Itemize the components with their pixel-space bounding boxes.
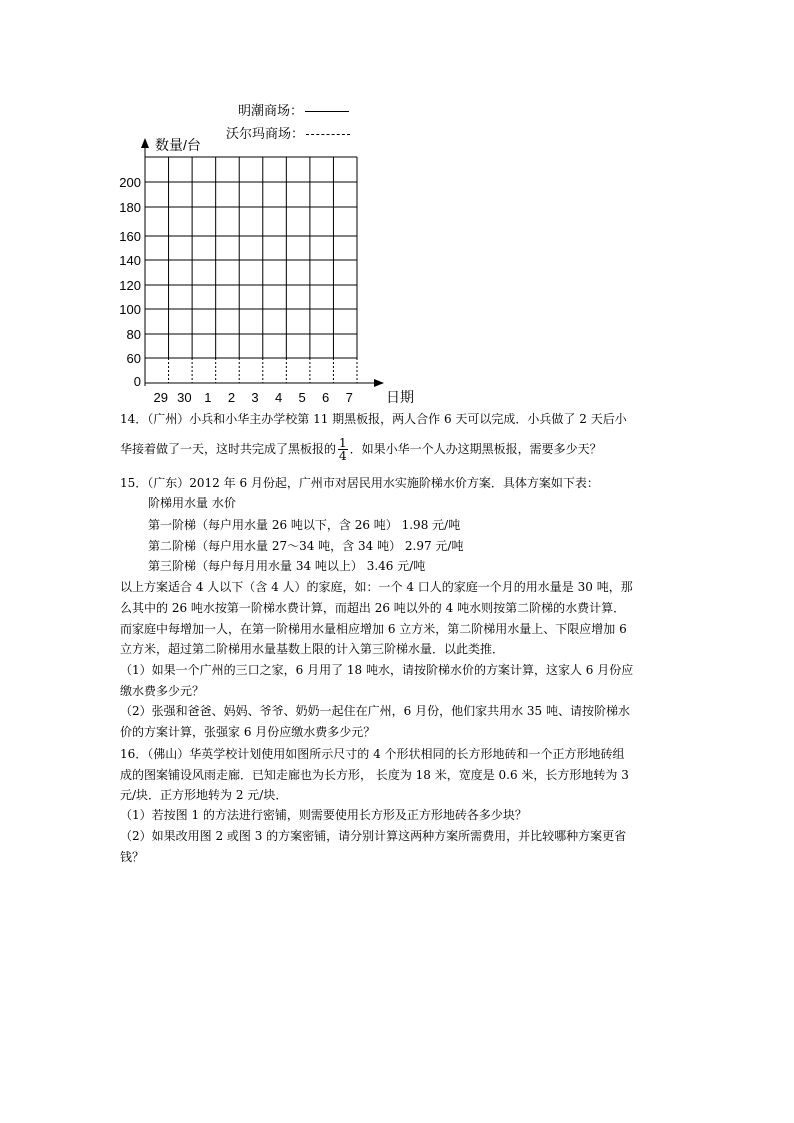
q15-sub1-line1: （1）如果一个广州的三口之家，6 月用了 18 吨水，请按阶梯水价的方案计算，这家人 6 月份应 (120, 663, 634, 677)
q16-sub2-line1: （2）如果改用图 2 或图 3 的方案密铺，请分别计算这两种方案所需费用，并比较哪种方案更省 (120, 829, 627, 843)
y-tick-label: 180 (119, 200, 141, 215)
x-tick-label: 29 (153, 390, 169, 405)
legend-mingchao-label: 明潮商场： (238, 104, 304, 119)
fraction-numerator: 1 (339, 436, 347, 450)
chart-tick-labels (119, 175, 353, 405)
q15-paragraph-line4: 立方米，超过第二阶梯用水量基数上限的计入第三阶梯水量．以此类推． (120, 642, 505, 656)
q15-paragraph-line1: 以上方案适合 4 人以下（含 4 人）的家庭，如：一个 4 口人的家庭一个月的用水量是 30 吨，那 (120, 580, 633, 594)
x-tick-label: 6 (322, 390, 330, 405)
y-axis-arrow-icon (141, 138, 149, 148)
y-tick-label: 140 (119, 253, 141, 268)
q15-paragraph-line2: 么其中的 26 吨水按第一阶梯水费计算，而超出 26 吨以外的 4 吨水则按第二阶梯的水费计算． (120, 601, 626, 615)
q15-sub2-line2: 价的方案计算，张强家 6 月份应缴水费多少元？ (120, 725, 376, 739)
x-tick-label: 4 (274, 390, 283, 405)
q16-sub2-line2: 钱？ (120, 850, 145, 864)
y-axis-label: 数量/台 (155, 137, 201, 153)
x-tick-label: 3 (251, 390, 259, 405)
q16-line2: 成的图案铺设风雨走廊．已知走廊也为长方形， 长度为 18 米，宽度是 0.6 米，长方形地转为 3 (120, 768, 629, 782)
q15-paragraph-line3: 而家庭中每增加一人，在第一阶梯用水量相应增加 6 立方米，第二阶梯用水量上、下限应增加 6 (120, 622, 627, 636)
q15-tier2: 第二阶梯（每户用水量 27～34 吨，含 34 吨） 2.97 元/吨 (148, 539, 464, 553)
q15-tier1: 第一阶梯（每户用水量 26 吨以下，含 26 吨） 1.98 元/吨 (148, 518, 461, 532)
q15-line1: 15．（广东）2012 年 6 月份起，广州市对居民用水实施阶梯水价方案．具体方案如下表： (120, 476, 599, 490)
q15-tier3: 第三阶梯（每户每月用水量 34 吨以上） 3.46 元/吨 (148, 559, 426, 573)
q16-line1: 16．（佛山）华英学校计划使用如图所示尺寸的 4 个形状相同的长方形地砖和一个正方形地砖组 (120, 747, 625, 761)
q16-line3: 元/块．正方形地转为 2 元/块． (120, 788, 288, 802)
x-tick-label: 1 (204, 390, 212, 405)
x-tick-label: 7 (345, 390, 353, 405)
q14-fraction (338, 437, 348, 462)
y-tick-label: 160 (119, 229, 141, 244)
y-tick-label: 120 (119, 278, 141, 293)
legend-walmart-label: 沃尔玛商场： (226, 127, 305, 142)
q14-line2-a: 华接着做了一天，这时共完成了黑板报的 (120, 442, 337, 456)
line-chart-grid (0, 0, 794, 420)
y-tick-label: 80 (126, 327, 141, 342)
chart-axes (141, 137, 414, 405)
q14-line1: 14．（广州）小兵和小华主办学校第 11 期黑板报，两人合作 6 天可以完成．小兵做了 2 天后小 (120, 412, 627, 426)
chart-grid (145, 157, 357, 383)
fraction-denominator: 4 (339, 449, 347, 463)
x-tick-label: 30 (177, 390, 192, 405)
x-axis-arrow-icon (374, 379, 384, 387)
q15-table-header: 阶梯用水量 水价 (148, 496, 236, 510)
y-tick-label: 0 (133, 374, 141, 389)
y-tick-label: 100 (119, 302, 141, 317)
x-axis-label: 日期 (386, 389, 414, 405)
q15-sub2-line1: （2）张强和爸爸、妈妈、爷爷、奶奶一起住在广州，6 月份，他们家共用水 35 吨、请按阶梯水 (120, 704, 630, 718)
y-tick-label: 60 (126, 351, 141, 366)
q14-line2 (120, 437, 602, 462)
q15-sub1-line2: 缴水费多少元？ (120, 684, 205, 698)
y-tick-label: 200 (119, 175, 141, 190)
x-tick-label: 2 (227, 390, 236, 405)
q14-line2-b: ．如果小华一个人办这期黑板报，需要多少天？ (349, 442, 602, 456)
q16-sub1: （1）若按图 1 的方法进行密铺，则需要使用长方形及正方形地砖各多少块？ (120, 808, 527, 822)
x-tick-label: 5 (298, 390, 306, 405)
